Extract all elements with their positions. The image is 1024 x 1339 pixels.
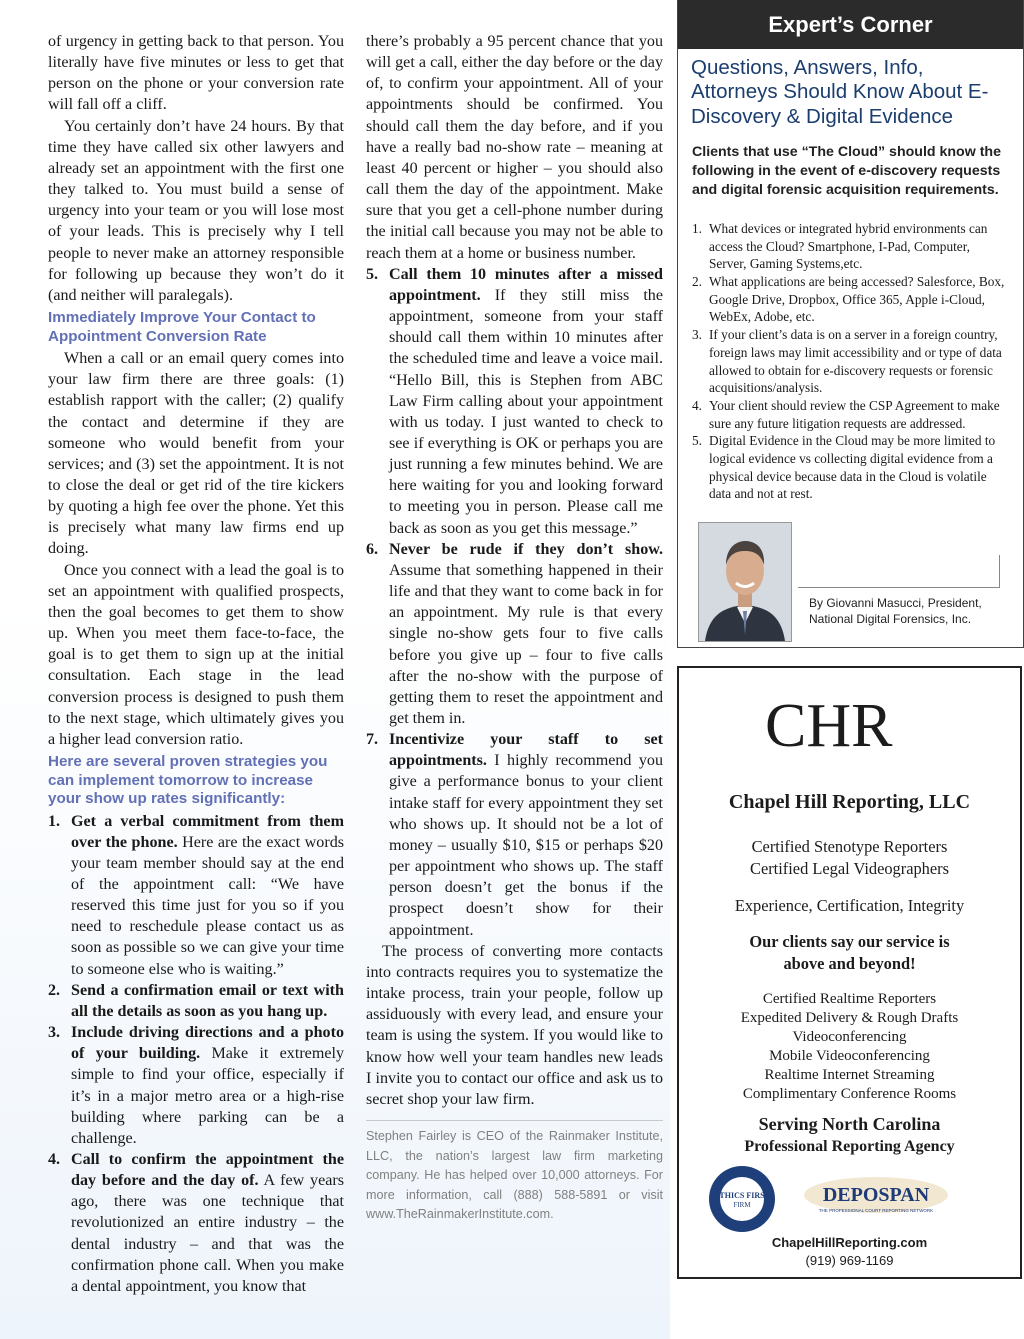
strategy-list <box>366 264 663 941</box>
divider <box>798 587 1000 588</box>
item-text: What devices or integrated hybrid environments can access the Cloud? Smartphone, I-Pad, Computer, Server, Gaming Systems,etc. <box>709 220 988 272</box>
ad-line: Certified Legal Videographers <box>750 859 949 878</box>
ad-line: Experience, Certification, Integrity <box>734 896 965 915</box>
item-lead: Send a confirmation email or text with all the details as soon as you hang up. <box>71 981 344 1020</box>
list-item <box>692 273 1005 326</box>
chr-logo-text: CHR <box>765 692 893 760</box>
article-column-1 <box>48 31 344 1297</box>
item-number: 5. <box>692 433 702 449</box>
depospan-logo <box>799 1173 954 1219</box>
chapel-hill-reporting-ad <box>677 666 1022 1279</box>
list-item <box>48 980 344 1022</box>
item-text: Assume that something happened in their life and that they want to come back in for an appointment. My rule is that every single no-show gets four to five calls before you give up – four to five calls after the no-show with the purpose of getting them to reset the appointment and get them in. <box>389 561 663 727</box>
item-number: 2. <box>48 981 61 999</box>
experts-corner-header: Expert’s Corner <box>678 0 1023 49</box>
list-item <box>48 1149 344 1297</box>
subheading: Immediately Improve Your Contact to Appointment Conversion Rate <box>48 309 316 345</box>
company-name: Chapel Hill Reporting, LLC <box>728 791 971 813</box>
list-item <box>48 1022 344 1149</box>
list-item <box>692 326 1005 397</box>
experts-corner-intro: Clients that use “The Cloud” should know the following in the event of e-discovery requests and digital forensic acquisition requirements. <box>692 143 1001 198</box>
list-item <box>366 729 663 941</box>
paragraph: Once you connect with a lead the goal is to set an appointment with qualified prospects, then the goal becomes to get them to show up. When you meet them face-to-face, the goal is to get them to sign up at the initial consultation. Each stage in the lead conversion process is designed to push them to the next stage, which ultimately gives you a higher lead conversion ratio. <box>48 561 344 748</box>
list-item <box>692 397 1005 432</box>
paragraph: of urgency in getting back to that person. You literally have five minutes or less to get that person on the phone or your conversion rate will fall off a cliff. <box>48 33 344 114</box>
seal-text: FIRM <box>733 1201 751 1209</box>
list-item <box>366 539 663 729</box>
item-text: A few years ago, there was one technique that revolutionized an entire industry – the dental industry – and that was the confirmation phone call. When you make a dental appointment, you know that <box>71 1172 344 1295</box>
expert-byline <box>809 596 1019 627</box>
strategy-list <box>48 811 344 1298</box>
item-number: 2. <box>692 274 702 289</box>
item-number: 7. <box>366 731 379 749</box>
ad-line: Certified Realtime Reporters <box>762 991 937 1007</box>
ethics-first-seal <box>707 1164 777 1234</box>
ad-line: Certified Stenotype Reporters <box>751 837 948 856</box>
item-text: Make it extremely simple to find your office, especially if it’s in a major metro area or a high-rise building where parking can be a challenge. <box>71 1045 345 1147</box>
portrait-illustration <box>699 523 791 641</box>
item-number: 1. <box>692 220 702 236</box>
item-number: 3. <box>692 327 702 343</box>
ad-line: Mobile Videoconferencing <box>769 1048 930 1064</box>
item-text: If your client’s data is on a server in a foreign country, foreign laws may limit accessibility and or type of data allowed to obtain for e-discovery requests or forensic acquisitions/analysis. <box>709 327 1002 396</box>
ad-line: Complimentary Conference Rooms <box>742 1086 957 1102</box>
paragraph: The process of converting more contacts into contracts requires you to systematize the intake process, train your people, follow up assiduously with every lead, and ensure your team is using the system. If you would like to know how well your team handles new leads I invite you to contact our office and ask us to secret shop your law firm. <box>366 942 663 1108</box>
ad-line: Professional Reporting Agency <box>744 1138 955 1155</box>
item-lead: Include driving directions and a photo of your building. <box>71 1024 344 1063</box>
list-item <box>366 264 663 539</box>
ad-website: ChapelHillReporting.com <box>771 1235 928 1250</box>
ad-line: above and beyond! <box>783 954 916 973</box>
byline-line: National Digital Forensics, Inc. <box>809 611 972 626</box>
article-column-2 <box>366 31 663 1225</box>
ad-line: Videoconferencing <box>792 1029 907 1045</box>
item-number: 5. <box>366 265 379 283</box>
seal-text: ETHICS FIRST <box>714 1191 770 1200</box>
experts-corner-box <box>677 0 1024 648</box>
paragraph: there’s probably a 95 percent chance that you will get a call, either the day before or the day of, to confirm your appointment. All of your appointments should be confirmed. You should call them the day before, and if you have a really bad no-show rate – meaning at least 40 percent or higher – you should also call them the day of the appointment. Make sure that you get a cell-phone number during the initial call because you may not be able to reach them at a home or business number. <box>366 33 663 262</box>
ad-line: Realtime Internet Streaming <box>764 1067 935 1083</box>
ad-line: Expedited Delivery & Rough Drafts <box>740 1010 959 1026</box>
item-lead: Get a verbal commitment from them over the phone. <box>71 812 344 851</box>
list-item <box>692 432 1005 503</box>
item-number: 3. <box>48 1024 61 1042</box>
author-photo <box>698 522 792 642</box>
item-lead: Incentivize your staff to set appointments. <box>389 731 663 770</box>
list-item <box>48 811 344 980</box>
author-bio: Stephen Fairley is CEO of the Rainmaker Institute, LLC, the nation’s largest law firm marketing company. He has helped over 10,000 attorneys. For more information, call (888) 588-5891 or visit www.TheRainmakerInstitute.com. <box>366 1120 663 1225</box>
subheading: Here are several proven strategies you can implement tomorrow to increase your show up rates significantly: <box>48 753 328 807</box>
depospan-text: DEPOSPAN <box>822 1184 930 1206</box>
item-text: What applications are being accessed? Salesforce, Box, Google Drive, Dropbox, Office 365, Apple i-Cloud, WebEx, Adobe, etc. <box>709 274 1005 325</box>
item-number: 4. <box>692 397 702 413</box>
paragraph: When a call or an email query comes into your law firm there are three goals: (1) establish rapport with the caller; (2) qualify the contact and determine if they are someone who would benefit from your services; and (3) set the appointment. It is not to close the deal or get rid of the tire kickers by quoting a high fee over the phone. Yet this is precisely what many law firms end up doing. <box>48 350 344 558</box>
experts-corner-title: Questions, Answers, Info, Attorneys Should Know About E-Discovery & Digital Evidence <box>691 56 989 128</box>
item-text: Digital Evidence in the Cloud may be more limited to logical evidence vs collecting digital evidence from a physical device because data in the Cloud is volatile data and not at rest. <box>709 433 996 502</box>
item-text: I highly recommend you give a performance bonus to your client intake staff for every appointment they set who shows up. It should not be a lot of money – usually $10, $15 or perhaps $20 per appointment who shows up. The staff person doesn’t get the bonus if the prospect doesn’t show for their appointment. <box>389 752 663 939</box>
list-item <box>692 220 1005 273</box>
item-lead: Call them 10 minutes after a missed appointment. <box>389 265 663 304</box>
item-number: 6. <box>366 540 379 558</box>
ad-phone: (919) 969-1169 <box>805 1253 894 1268</box>
byline-line: By Giovanni Masucci, President, <box>809 596 982 610</box>
item-text: If they still miss the appointment, someone from your staff should call them within 10 minutes after the scheduled time and leave a voice mail. “Hello Bill, this is Stephen from ABC Law Firm calling about your appointment with us today. I just wanted to check to see if everything is OK or perhaps you are just running a few minutes behind. We are here waiting for you and looking forward to meeting you in person. Please call me back as soon as you get this message.” <box>389 286 663 537</box>
paragraph: You certainly don’t have 24 hours. By that time they have called six other lawyers and already set an appointment with the first one they talked to. You must build a sense of urgency into your team or you will lose most of your leads. This is precisely why I tell people to never make an attorney responsible for following up because they won’t do it (and neither will paralegals). <box>48 117 344 304</box>
item-text: Here are the exact words your team member should say at the end of the appointment call: “We have reserved this time just for you so if you need to reschedule please contact us as soon as possible so we can give your time to someone else who is waiting.” <box>71 833 345 978</box>
item-text: Your client should review the CSP Agreement to make sure any future litigation requests are addressed. <box>709 397 1000 431</box>
item-lead: Call to confirm the appointment the day before and the day of. <box>71 1151 344 1190</box>
item-number: 1. <box>48 812 61 830</box>
question-list <box>692 220 1005 503</box>
chr-logo <box>759 688 899 768</box>
item-lead: Never be rude if they don’t show. <box>389 540 663 558</box>
depospan-tagline: THE PROFESSIONAL COURT REPORTING NETWORK <box>818 1208 934 1213</box>
ad-line: Serving North Carolina <box>758 1114 941 1134</box>
ad-line: Our clients say our service is <box>749 932 950 951</box>
divider <box>999 555 1000 587</box>
item-number: 4. <box>48 1151 61 1168</box>
